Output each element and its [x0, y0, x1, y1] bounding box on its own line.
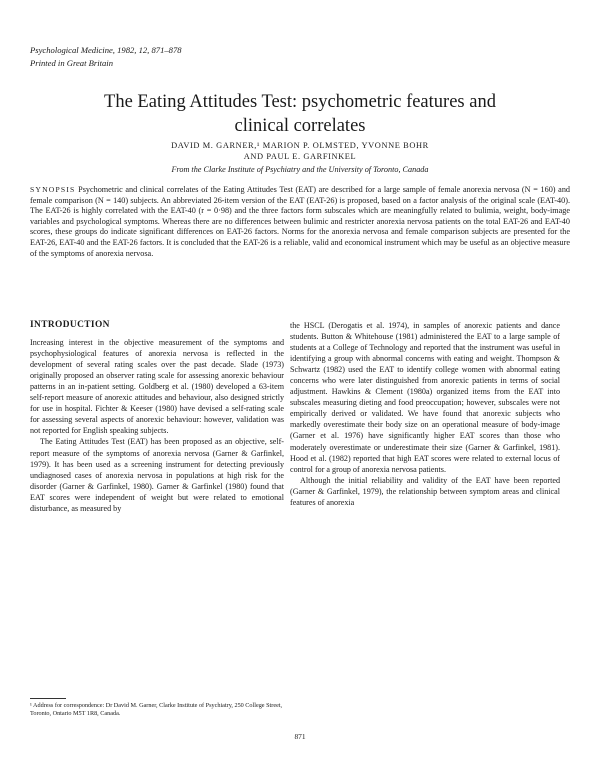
authors-line-2: AND PAUL E. GARFINKEL	[243, 152, 357, 161]
right-column	[290, 320, 560, 508]
affiliation: From the Clarke Institute of Psychiatry and the University of Toronto, Canada	[171, 165, 429, 174]
paper-title	[30, 90, 570, 138]
title-line-1: The Eating Attitudes Test: psychometric features and	[104, 92, 496, 112]
section-heading-introduction: INTRODUCTION	[30, 320, 110, 330]
journal-citation	[30, 44, 182, 70]
intro-paragraph-1: Increasing interest in the objective measurement of the symptoms and psychophysiological features of anorexia nervosa is reflected in the development of several rating scales over the past decade. Slade (1973) originally proposed an observer rating scale for assessing anorexic behaviour patterns in an in-patient setting. Goldberg et al. (1980) developed a 63-item self-report measure of anorexic attitudes and behaviour, also designed strictly for use in hospital. Fichter & Keeser (1980) have devised a self-rating scale for assessing several aspects of anorexic behaviour: however, validation was not reported for English speaking subjects.	[30, 338, 284, 436]
synopsis-text: Psychometric and clinical correlates of the Eating Attitudes Test (EAT) are described for a large sample of female anorexia nervosa (N = 160) and female comparison (N = 140) subjects. An abbreviated 26-item version of the EAT (EAT-26) is proposed, based on a factor analysis of the original scale (EAT-40). The EAT-26 is highly correlated with the EAT-40 (r = 0·98) and the three factors form subscales which are meaningfully related to bulimia, weight, body-image variables and psychological symptoms. Whereas there are no differences between bulimic and restricter anorexia nervosa patients on the total EAT-26 and EAT-40 scores, these groups do indicate significant differences on EAT-26 factors. Norms for the anorexia nervosa and female comparison subjects are presented for the EAT-26, EAT-40 and the EAT-26 factors. It is concluded that the EAT-26 is a reliable, valid and economical instrument which may be useful as an objective measure of the symptoms of anorexia nervosa.	[30, 185, 571, 258]
footnote-rule	[30, 698, 66, 699]
left-column	[30, 320, 284, 514]
authors-line-1: DAVID M. GARNER,¹ MARION P. OLMSTED, YVONNE BOHR	[171, 141, 429, 150]
synopsis	[30, 185, 570, 259]
intro-paragraph-4: Although the initial reliability and validity of the EAT have been reported (Garner & Garfinkel, 1979), the relationship between symptom areas and clinical features of anorexia	[290, 475, 560, 507]
intro-paragraph-3: the HSCL (Derogatis et al. 1974), in samples of anorexic patients and dance students. Button & Whitehouse (1981) administered the EAT to a large sample of students at a College of Technology and reported that the instrument was useful in identifying a group with abnormal concerns with eating and weight. Thompson & Schwartz (1982) used the EAT to identify college women with abnormal eating concerns who were later distinguished from anorexic patients in terms of social adjustment. Hawkins & Clement (1980a) organized items from the EAT into subscales measuring dieting and food preoccupation; however, subscales were not empirically derived or validated. We have found that anorexic subjects who markedly overestimate their body size on an operational measure of body-image (Garner et al. 1976) have significantly higher EAT scores than those who moderately overestimate or underestimate their size (Garner & Garfinkel, 1981). Hood et al. (1982) reported that high EAT scores were related to external locus of control for a group of anorexia nervosa patients.	[290, 321, 560, 474]
journal-line: Psychological Medicine, 1982, 12, 871–878	[30, 45, 182, 55]
page-number: 871	[294, 732, 306, 741]
footnote: ¹ Address for correspondence: Dr David M. Garner, Clarke Institute of Psychiatry, 250 College Street, Toronto, Ontario M5T 1R8, Canada.	[30, 702, 283, 717]
author-list	[30, 140, 570, 162]
printed-in-line: Printed in Great Britain	[30, 58, 113, 68]
synopsis-label: SYNOPSIS	[30, 185, 76, 194]
title-line-2: clinical correlates	[234, 116, 366, 136]
intro-paragraph-2: The Eating Attitudes Test (EAT) has been proposed as an objective, self-report measure of the symptoms of anorexia nervosa (Garner & Garfinkel, 1979). It has been used as a screening instrument for detecting previously undiagnosed cases of anorexia nervosa in populations at high risk for the disorder (Garner & Garfinkel, 1980). Garner & Garfinkel (1980) found that EAT scores were independent of weight but were related to emotional disturbance, as measured by	[30, 437, 284, 513]
